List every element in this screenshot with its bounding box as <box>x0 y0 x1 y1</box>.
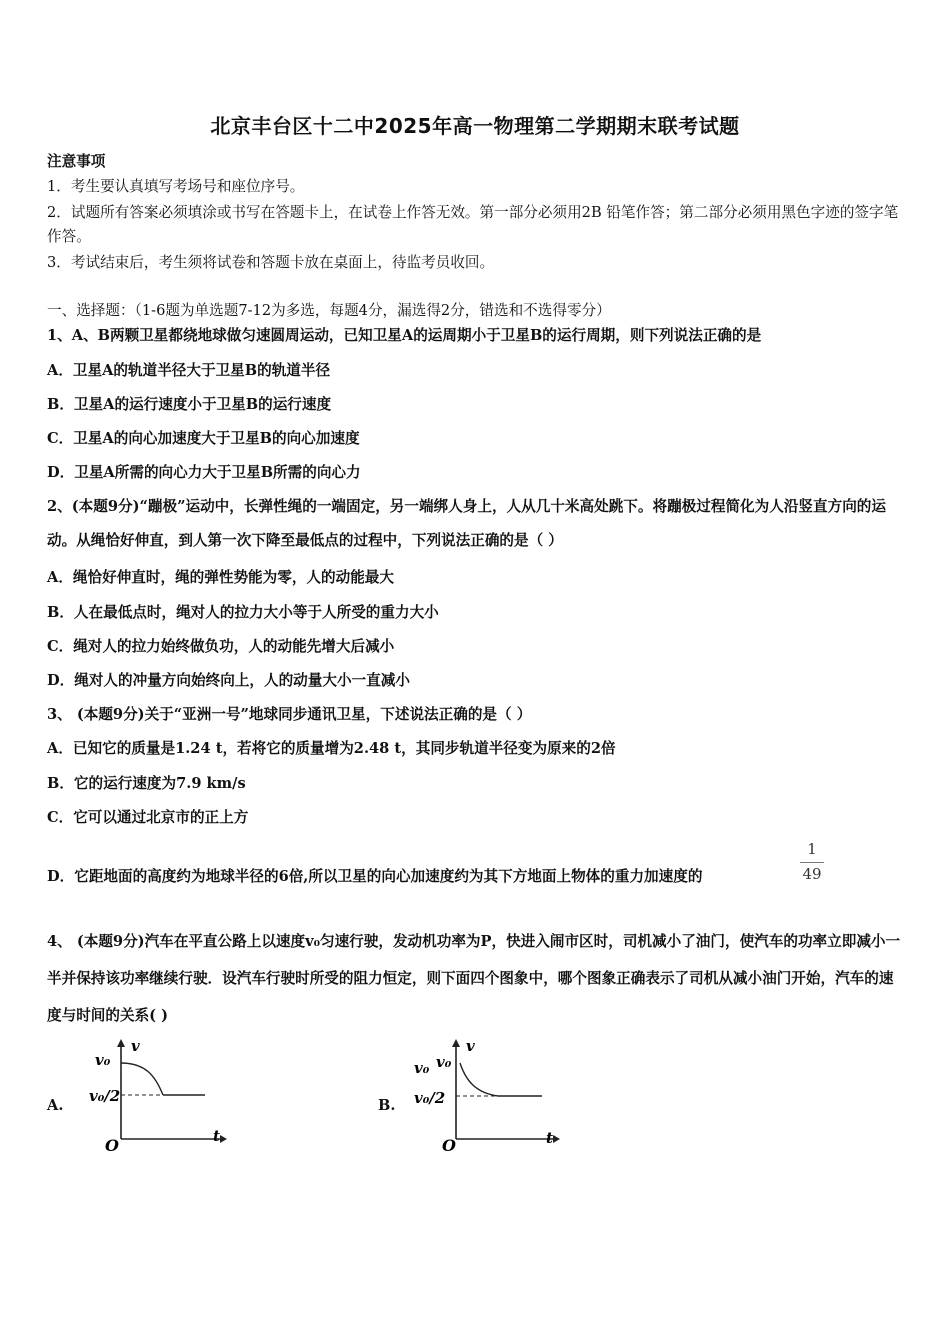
graph-a-v-label: v <box>131 1037 140 1055</box>
q2-option-c: C．绳对人的拉力始终做负功，人的动能先增大后减小 <box>47 638 395 655</box>
graph-b-v0-left-label: v₀ <box>414 1059 430 1077</box>
section-heading: 一、选择题：（1-6题为单选题7-12为多选，每题4分，漏选得2分，错选和不选得零分） <box>47 302 611 319</box>
q3-option-a: A．已知它的质量是1.24 t，若将它的质量增为2.48 t，其同步轨道半径变为原来的2倍 <box>47 740 616 757</box>
notice-item-2: 2．试题所有答案必须填涂或书写在答题卡上，在试卷上作答无效。第一部分必须用2B 铅笔作答；第二部分必须用黑色字迹的签字笔作答。 <box>47 204 899 245</box>
exam-title: 北京丰台区十二中2025年高一物理第二学期期末联考试题 <box>210 114 740 138</box>
q1-option-b: B．卫星A的运行速度小于卫星B的运行速度 <box>47 396 332 413</box>
q2-stem: 2、(本题9分)“蹦极”运动中，长弹性绳的一端固定，另一端绑人身上，人从几十米高处跳下。将蹦极过程简化为人沿竖直方向的运动。从绳恰好伸直，到人第一次下降至最低点的过程中，下列说法正确的是（ ） <box>47 498 886 549</box>
q2-option-b: B．人在最低点时，绳对人的拉力大小等于人所受的重力大小 <box>47 604 439 621</box>
graph-b <box>410 1035 560 1155</box>
fraction-one-over-49 <box>800 840 824 883</box>
graph-b-curve <box>460 1063 498 1096</box>
fraction-numerator: 1 <box>807 840 817 858</box>
notice-item-1: 1．考生要认真填写考场号和座位序号。 <box>47 178 305 195</box>
graph-a-v0half-label: v₀/2 <box>89 1087 121 1105</box>
q1-stem: 1、A、B两颗卫星都绕地球做匀速圆周运动，已知卫星A的运周期小于卫星B的运行周期，则下列说法正确的是 <box>47 327 762 344</box>
graph-a-t-label: t <box>213 1127 220 1145</box>
graph-a <box>85 1035 230 1155</box>
graph-a-t-arrow <box>220 1135 227 1143</box>
q2-option-d: D．绳对人的冲量方向始终向上，人的动量大小一直减小 <box>47 672 410 689</box>
graph-b-v0-right-label: v₀ <box>436 1053 452 1071</box>
q3-stem: 3、 (本题9分)关于“亚洲一号”地球同步通讯卫星，下述说法正确的是（ ） <box>47 706 532 723</box>
q2-option-a: A．绳恰好伸直时，绳的弹性势能为零，人的动能最大 <box>47 569 394 586</box>
notice-item-3: 3．考试结束后，考生须将试卷和答题卡放在桌面上，待监考员收回。 <box>47 254 495 271</box>
graph-b-t-label: t <box>546 1129 553 1147</box>
notice-heading: 注意事项 <box>47 153 106 170</box>
q3-option-d: D．它距地面的高度约为地球半径的6倍,所以卫星的向心加速度约为其下方地面上物体的重力加速度的 <box>47 868 703 885</box>
q3-option-b: B．它的运行速度为7.9 km/s <box>47 775 246 792</box>
q1-option-d: D．卫星A所需的向心力大于卫星B所需的向心力 <box>47 464 361 481</box>
q1-option-a: A．卫星A的轨道半径大于卫星B的轨道半径 <box>47 362 331 379</box>
graph-b-label: B. <box>378 1097 396 1114</box>
graph-a-v-arrow <box>117 1039 125 1047</box>
graph-b-v0half-label: v₀/2 <box>414 1089 446 1107</box>
q3-option-c: C．它可以通过北京市的正上方 <box>47 809 249 826</box>
graph-b-origin: O <box>442 1136 456 1155</box>
q4-stem: 4、 (本题9分)汽车在平直公路上以速度v₀匀速行驶，发动机功率为P，快进入闹市区时，司机减小了油门，使汽车的功率立即减小一半并保持该功率继续行驶．设汽车行驶时所受的阻力恒定，则下面四个图象中，哪个图象正确表示了司机从减小油门开始，汽车的速度与时间的关系( ) <box>47 933 901 1024</box>
graph-a-curve <box>121 1063 163 1095</box>
graph-b-v-arrow <box>452 1039 460 1047</box>
graph-b-t-arrow <box>553 1135 560 1143</box>
graph-a-label: A. <box>47 1097 64 1114</box>
graph-a-origin: O <box>105 1136 119 1155</box>
graph-a-v0-label: v₀ <box>95 1051 111 1069</box>
graph-b-v-label: v <box>466 1037 475 1055</box>
fraction-denominator: 49 <box>802 865 822 883</box>
q1-option-c: C．卫星A的向心加速度大于卫星B的向心加速度 <box>47 430 360 447</box>
